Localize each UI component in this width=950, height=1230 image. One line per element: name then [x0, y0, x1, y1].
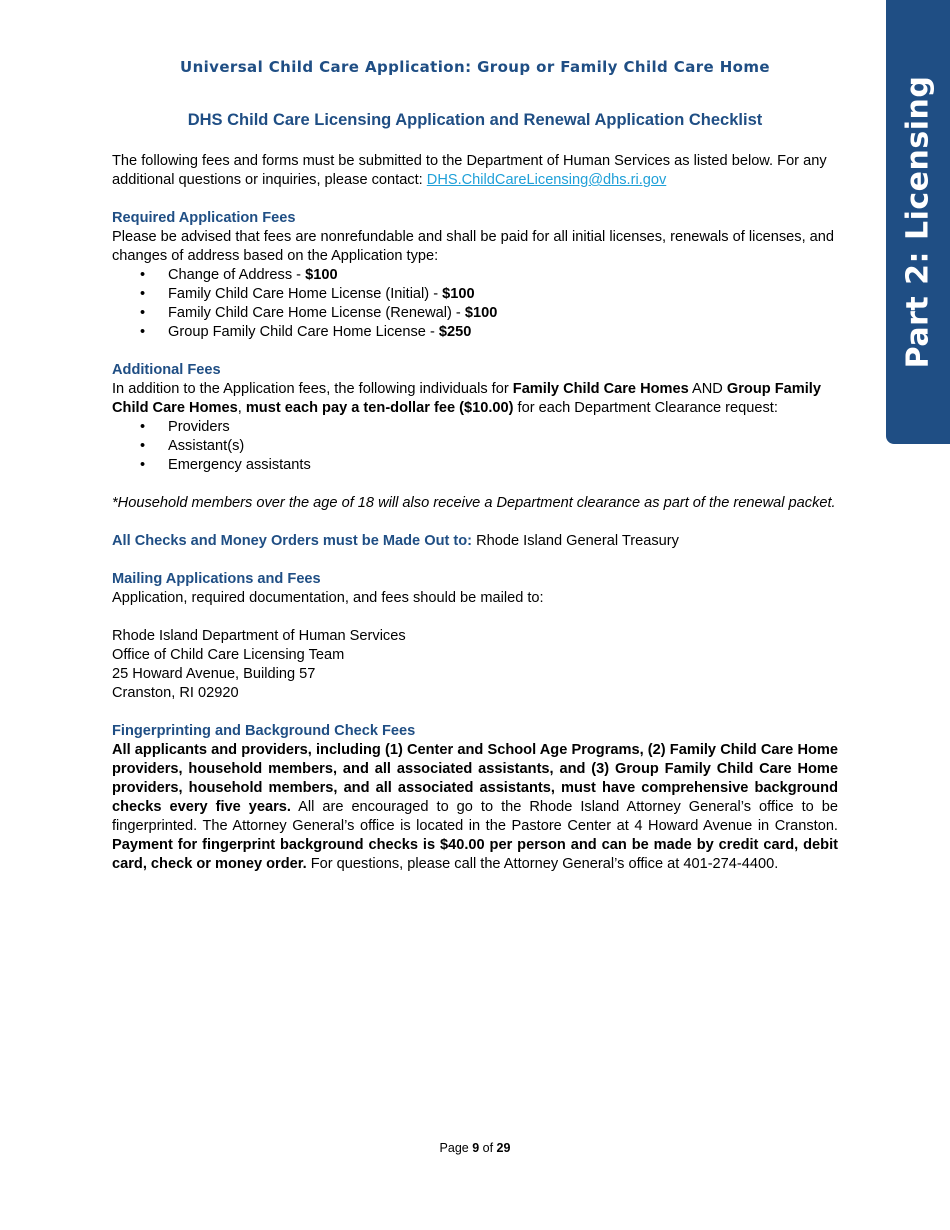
page-title: DHS Child Care Licensing Application and Renewal Application Checklist: [187, 111, 763, 129]
text-run: AND: [688, 381, 727, 397]
intro-text: The following fees and forms must be submitted to the Department of Human Services as listed below. For any additional questions or inquiries, please contact:: [112, 153, 827, 188]
text-run: For questions, please call the Attorney General’s office at 401-274-4400.: [306, 856, 779, 872]
required-fees-heading: Required Application Fees: [112, 210, 296, 226]
clearance-list: [112, 418, 838, 475]
address-line: Office of Child Care Licensing Team: [112, 647, 345, 663]
checks-line: [112, 532, 838, 551]
list-item: [112, 285, 838, 304]
document-header: Universal Child Care Application: Group or Family Child Care Home: [179, 58, 770, 76]
additional-fees-heading: Additional Fees: [112, 362, 221, 378]
section-tab: [886, 0, 950, 444]
bold-run: All applicants and providers, including (1) Center and School Age Programs, (2) Family Child Care Home providers, household members, and all associated assistants, and (3) Group Family Child Care Home providers, household members, and all associated assistants, must have comprehensive background checks every five years.: [112, 742, 838, 815]
list-item: • Providers: [112, 418, 838, 437]
required-fees-list: [112, 266, 838, 342]
fee-amount: $100: [442, 286, 475, 302]
bold-run: Family Child Care Homes: [512, 381, 689, 397]
checks-value: Rhode Island General Treasury: [472, 533, 679, 549]
text-run: All are encouraged to go to the Rhode Island Attorney General’s office to be fingerprinted. The Attorney General’s office is located in the Pastore Center at 4 Howard Avenue in Cranston.: [112, 799, 838, 834]
household-note: *Household members over the age of 18 will also receive a Department clearance as part of the renewal packet.: [112, 495, 836, 511]
fingerprinting-text: [112, 741, 838, 874]
page-content: [112, 152, 838, 874]
text-run: ,: [237, 400, 246, 416]
fee-amount: $100: [305, 267, 338, 283]
bold-run: must each pay a ten-dollar fee ($10.00): [245, 400, 514, 416]
list-item: [112, 266, 838, 285]
address-line: 25 Howard Avenue, Building 57: [112, 666, 316, 682]
page-prefix: Page: [439, 1141, 473, 1155]
bold-run: Payment for fingerprint background checks is $40.00 per person and can be made by credit card, debit card, check or money order.: [112, 837, 838, 872]
required-fees-text: Please be advised that fees are nonrefundable and shall be paid for all initial licenses, renewals of licenses, and changes of address based on the Application type:: [112, 229, 835, 264]
address-line: Cranston, RI 02920: [112, 685, 239, 701]
bold-run: Group Family Child Care Homes: [112, 381, 821, 416]
total-pages: 29: [496, 1141, 511, 1155]
mailing-heading: Mailing Applications and Fees: [112, 571, 321, 587]
text-run: for each Department Clearance request:: [513, 400, 778, 416]
text-run: In addition to the Application fees, the following individuals for: [112, 381, 513, 397]
list-item: • Emergency assistants: [112, 456, 838, 475]
additional-fees-text: [112, 380, 838, 418]
fee-label: Family Child Care Home License (Initial) -: [168, 286, 443, 302]
fingerprinting-heading: Fingerprinting and Background Check Fees: [112, 723, 416, 739]
list-item: • Assistant(s): [112, 437, 838, 456]
checks-label: All Checks and Money Orders must be Made Out to:: [112, 533, 473, 549]
list-item: [112, 323, 838, 342]
page-of: of: [479, 1141, 497, 1155]
current-page: 9: [472, 1141, 480, 1155]
mailing-text: Application, required documentation, and fees should be mailed to:: [112, 590, 544, 606]
intro-paragraph: [112, 152, 838, 190]
fee-amount: $250: [438, 324, 472, 340]
page-number: [0, 1139, 950, 1158]
fee-label: Change of Address -: [168, 267, 306, 283]
contact-email-link[interactable]: DHS.ChildCareLicensing@dhs.ri.gov: [426, 172, 667, 188]
address-line: Rhode Island Department of Human Services: [112, 628, 406, 644]
fee-label: Group Family Child Care Home License -: [168, 324, 439, 340]
list-item: [112, 304, 838, 323]
fee-amount: $100: [464, 305, 498, 321]
fee-label: Family Child Care Home License (Renewal) -: [168, 305, 465, 321]
section-tab-label: Part 2: Licensing: [900, 75, 936, 369]
